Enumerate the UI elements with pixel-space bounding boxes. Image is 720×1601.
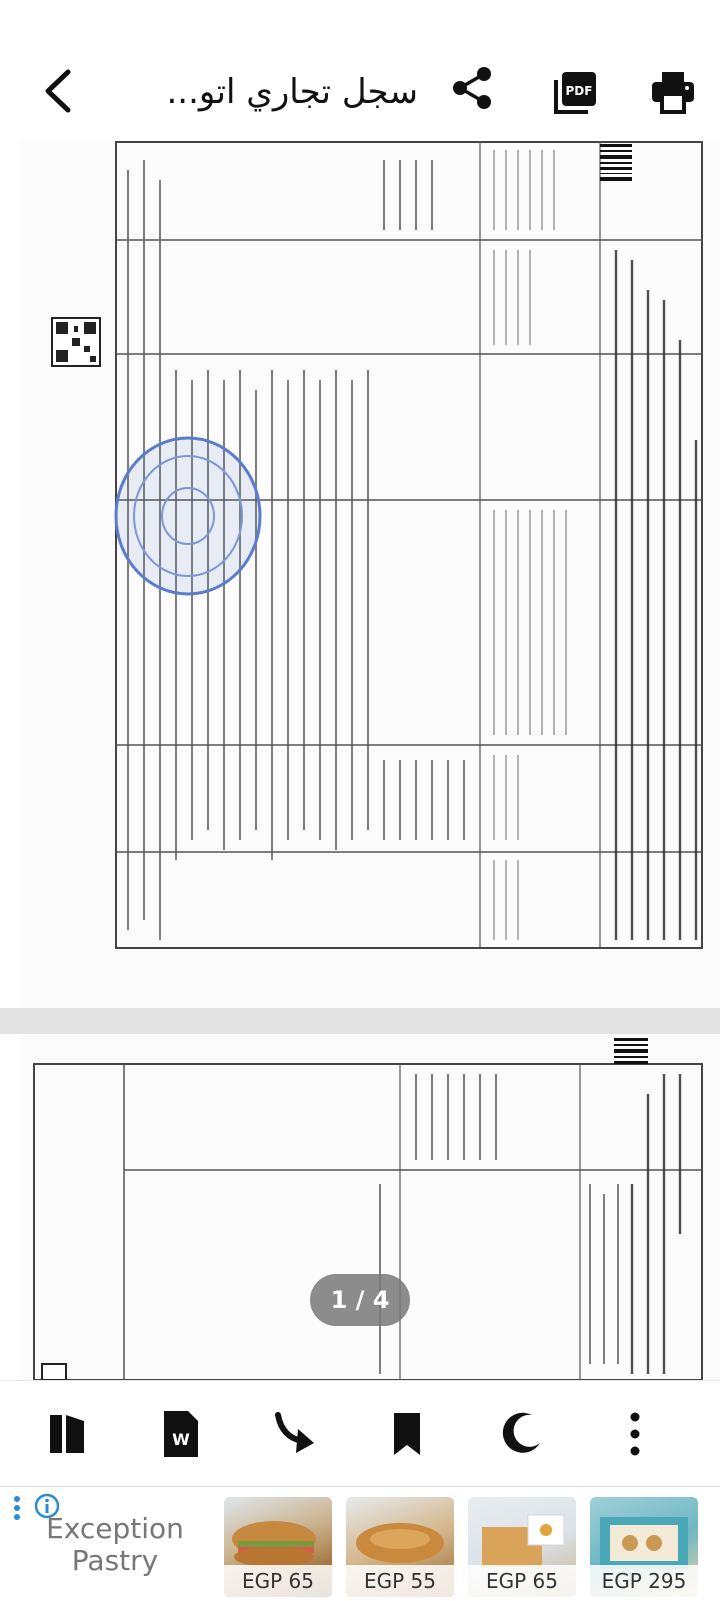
- book-layout-icon[interactable]: [40, 1407, 94, 1461]
- ad-banner[interactable]: [0, 1486, 720, 1601]
- ad-menu-icon[interactable]: [12, 1495, 22, 1521]
- bookmark-icon[interactable]: [380, 1407, 434, 1461]
- bottom-toolbar: [0, 1380, 720, 1487]
- chevron-left-icon[interactable]: [38, 66, 78, 116]
- ad-product-4[interactable]: [590, 1497, 698, 1597]
- top-app-bar: [0, 0, 720, 140]
- print-icon[interactable]: [650, 70, 696, 114]
- ad-product-2[interactable]: [346, 1497, 454, 1597]
- document-page-2: [20, 1034, 720, 1380]
- document-page-1: [20, 140, 720, 1008]
- share-icon[interactable]: [450, 66, 494, 110]
- page-indicator: 1 / 4: [310, 1274, 410, 1326]
- svg-text:PDF: PDF: [565, 84, 593, 98]
- document-viewer[interactable]: [0, 140, 720, 1380]
- ad-brand-name[interactable]: Exception Pastry: [46, 1512, 184, 1577]
- ad-product-price: EGP 55: [346, 1565, 454, 1597]
- scanned-document-image: [20, 1034, 720, 1380]
- more-options-icon[interactable]: [608, 1407, 662, 1461]
- svg-text:W: W: [172, 1430, 190, 1449]
- scanned-document-image: [20, 140, 720, 1008]
- document-title: سجل تجاري اتو...: [166, 72, 418, 112]
- ad-product-price: EGP 295: [590, 1565, 698, 1597]
- page-separator: [0, 1008, 720, 1034]
- ad-product-price: EGP 65: [224, 1565, 332, 1597]
- night-mode-icon[interactable]: [494, 1407, 548, 1461]
- ad-product-3[interactable]: [468, 1497, 576, 1597]
- ad-product-1[interactable]: [224, 1497, 332, 1597]
- ad-product-price: EGP 65: [468, 1565, 576, 1597]
- pdf-icon[interactable]: [552, 70, 598, 116]
- word-export-icon[interactable]: [154, 1407, 208, 1461]
- redo-arrow-icon[interactable]: [268, 1407, 322, 1461]
